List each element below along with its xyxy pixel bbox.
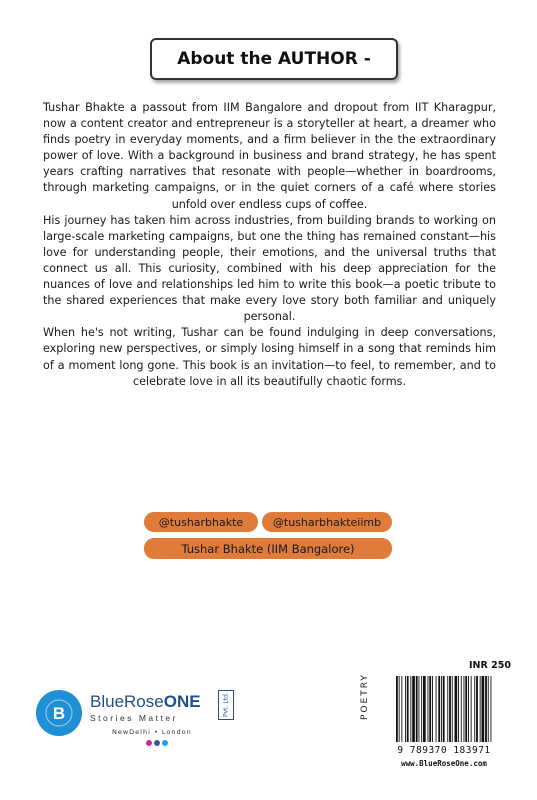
publisher-locations: NewDelhi • London <box>112 728 192 736</box>
barcode-bar <box>410 676 411 742</box>
barcode-bar <box>401 676 402 742</box>
barcode-bar <box>412 676 415 742</box>
author-name-tag: Tushar Bhakte (IIM Bangalore) <box>144 538 392 559</box>
publisher-name <box>90 692 201 712</box>
barcode-bar <box>447 676 448 742</box>
barcode-bar <box>455 676 458 742</box>
barcode-bar <box>441 676 442 742</box>
isbn-digits: 9 789370 183971 <box>397 745 491 756</box>
barcode-bar <box>480 676 481 742</box>
barcode-bar <box>428 676 429 742</box>
author-bio <box>43 100 496 390</box>
barcode-bar <box>396 676 398 742</box>
barcode-bar <box>465 676 467 742</box>
barcode-bar <box>461 676 462 742</box>
social-handle-2[interactable]: @tusharbhakteiimb <box>262 512 392 532</box>
barcode-bar <box>468 676 469 742</box>
barcode-bar <box>436 676 437 742</box>
barcode-bar <box>429 676 431 742</box>
barcode-bar <box>452 676 453 742</box>
bio-paragraph: When he's not writing, Tushar can be found indulging in deep conversations, exploring new perspectives, or simply losing himself in a song that reminds him of a moment long gone. This book is an invitation—to feel, to remember, and to celebrate love in all its beautifully chaotic forms. <box>43 326 496 388</box>
barcode-bar <box>485 676 487 742</box>
barcode-bar <box>482 676 485 742</box>
bio-paragraph: Tushar Bhakte a passout from IIM Bangalore and dropout from IIT Kharagpur, now a content creator and entrepreneur is a storyteller at heart, a dreamer who finds poetry in everyday moments, and a firm believer in the the extraordinary power of love. With a background in business and brand strategy, he has spent years crafting narratives that resonate with people—whether in boardrooms, through marketing campaigns, or in the quiet corners of a café where stories unfold over endless cups of coffee. <box>43 101 496 211</box>
barcode-bar <box>443 676 445 742</box>
barcode-bar <box>423 676 426 742</box>
twitter-icon[interactable] <box>162 740 168 746</box>
barcode-bar <box>416 676 418 742</box>
barcode-bar <box>438 676 440 742</box>
facebook-icon[interactable] <box>154 740 160 746</box>
bluerose-logo-icon <box>36 690 82 736</box>
instagram-icon[interactable] <box>146 740 152 746</box>
barcode-bar <box>464 676 465 742</box>
bio-paragraph: His journey has taken him across industries, from building brands to working on large-scale marketing campaigns, but one the thing has remained constant—his love for understanding people, their emotions, and the universal truths that connect us all. This curiosity, combined with his deep appreciation for the nuances of love and relationships led him to write this book—a poetic tribute to the shared experiences that make every love story both familiar and uniquely personal. <box>43 213 496 324</box>
barcode-bar <box>432 676 433 742</box>
publisher-name-1: BlueRose <box>90 692 164 711</box>
heading-text: About the AUTHOR - <box>177 49 371 69</box>
barcode-bar <box>458 676 459 742</box>
barcode-bar <box>476 676 478 742</box>
barcode-bar <box>471 676 472 742</box>
logo-letter: B <box>52 704 66 723</box>
price-label: INR 250 <box>469 660 511 671</box>
barcode-bar <box>474 676 475 742</box>
barcode-bar <box>399 676 400 742</box>
barcode-bar <box>405 676 406 742</box>
publisher-tagline: Stories Matter <box>90 713 178 723</box>
publisher-name-2: ONE <box>163 692 201 711</box>
publisher-ltd: Pvt. Ltd. <box>218 690 234 720</box>
barcode-bar <box>419 676 420 742</box>
barcode-bar <box>421 676 422 742</box>
publisher-social-icons <box>146 740 168 746</box>
barcode-bar <box>491 676 492 742</box>
publisher-website[interactable]: www.BlueRoseOne.com <box>401 759 487 768</box>
social-handle-1[interactable]: @tusharbhakte <box>144 512 258 532</box>
barcode-bar <box>449 676 451 742</box>
about-author-heading <box>150 38 398 80</box>
genre-label: POETRY <box>360 673 370 720</box>
barcode-bar <box>407 676 409 742</box>
barcode-bar <box>488 676 489 742</box>
